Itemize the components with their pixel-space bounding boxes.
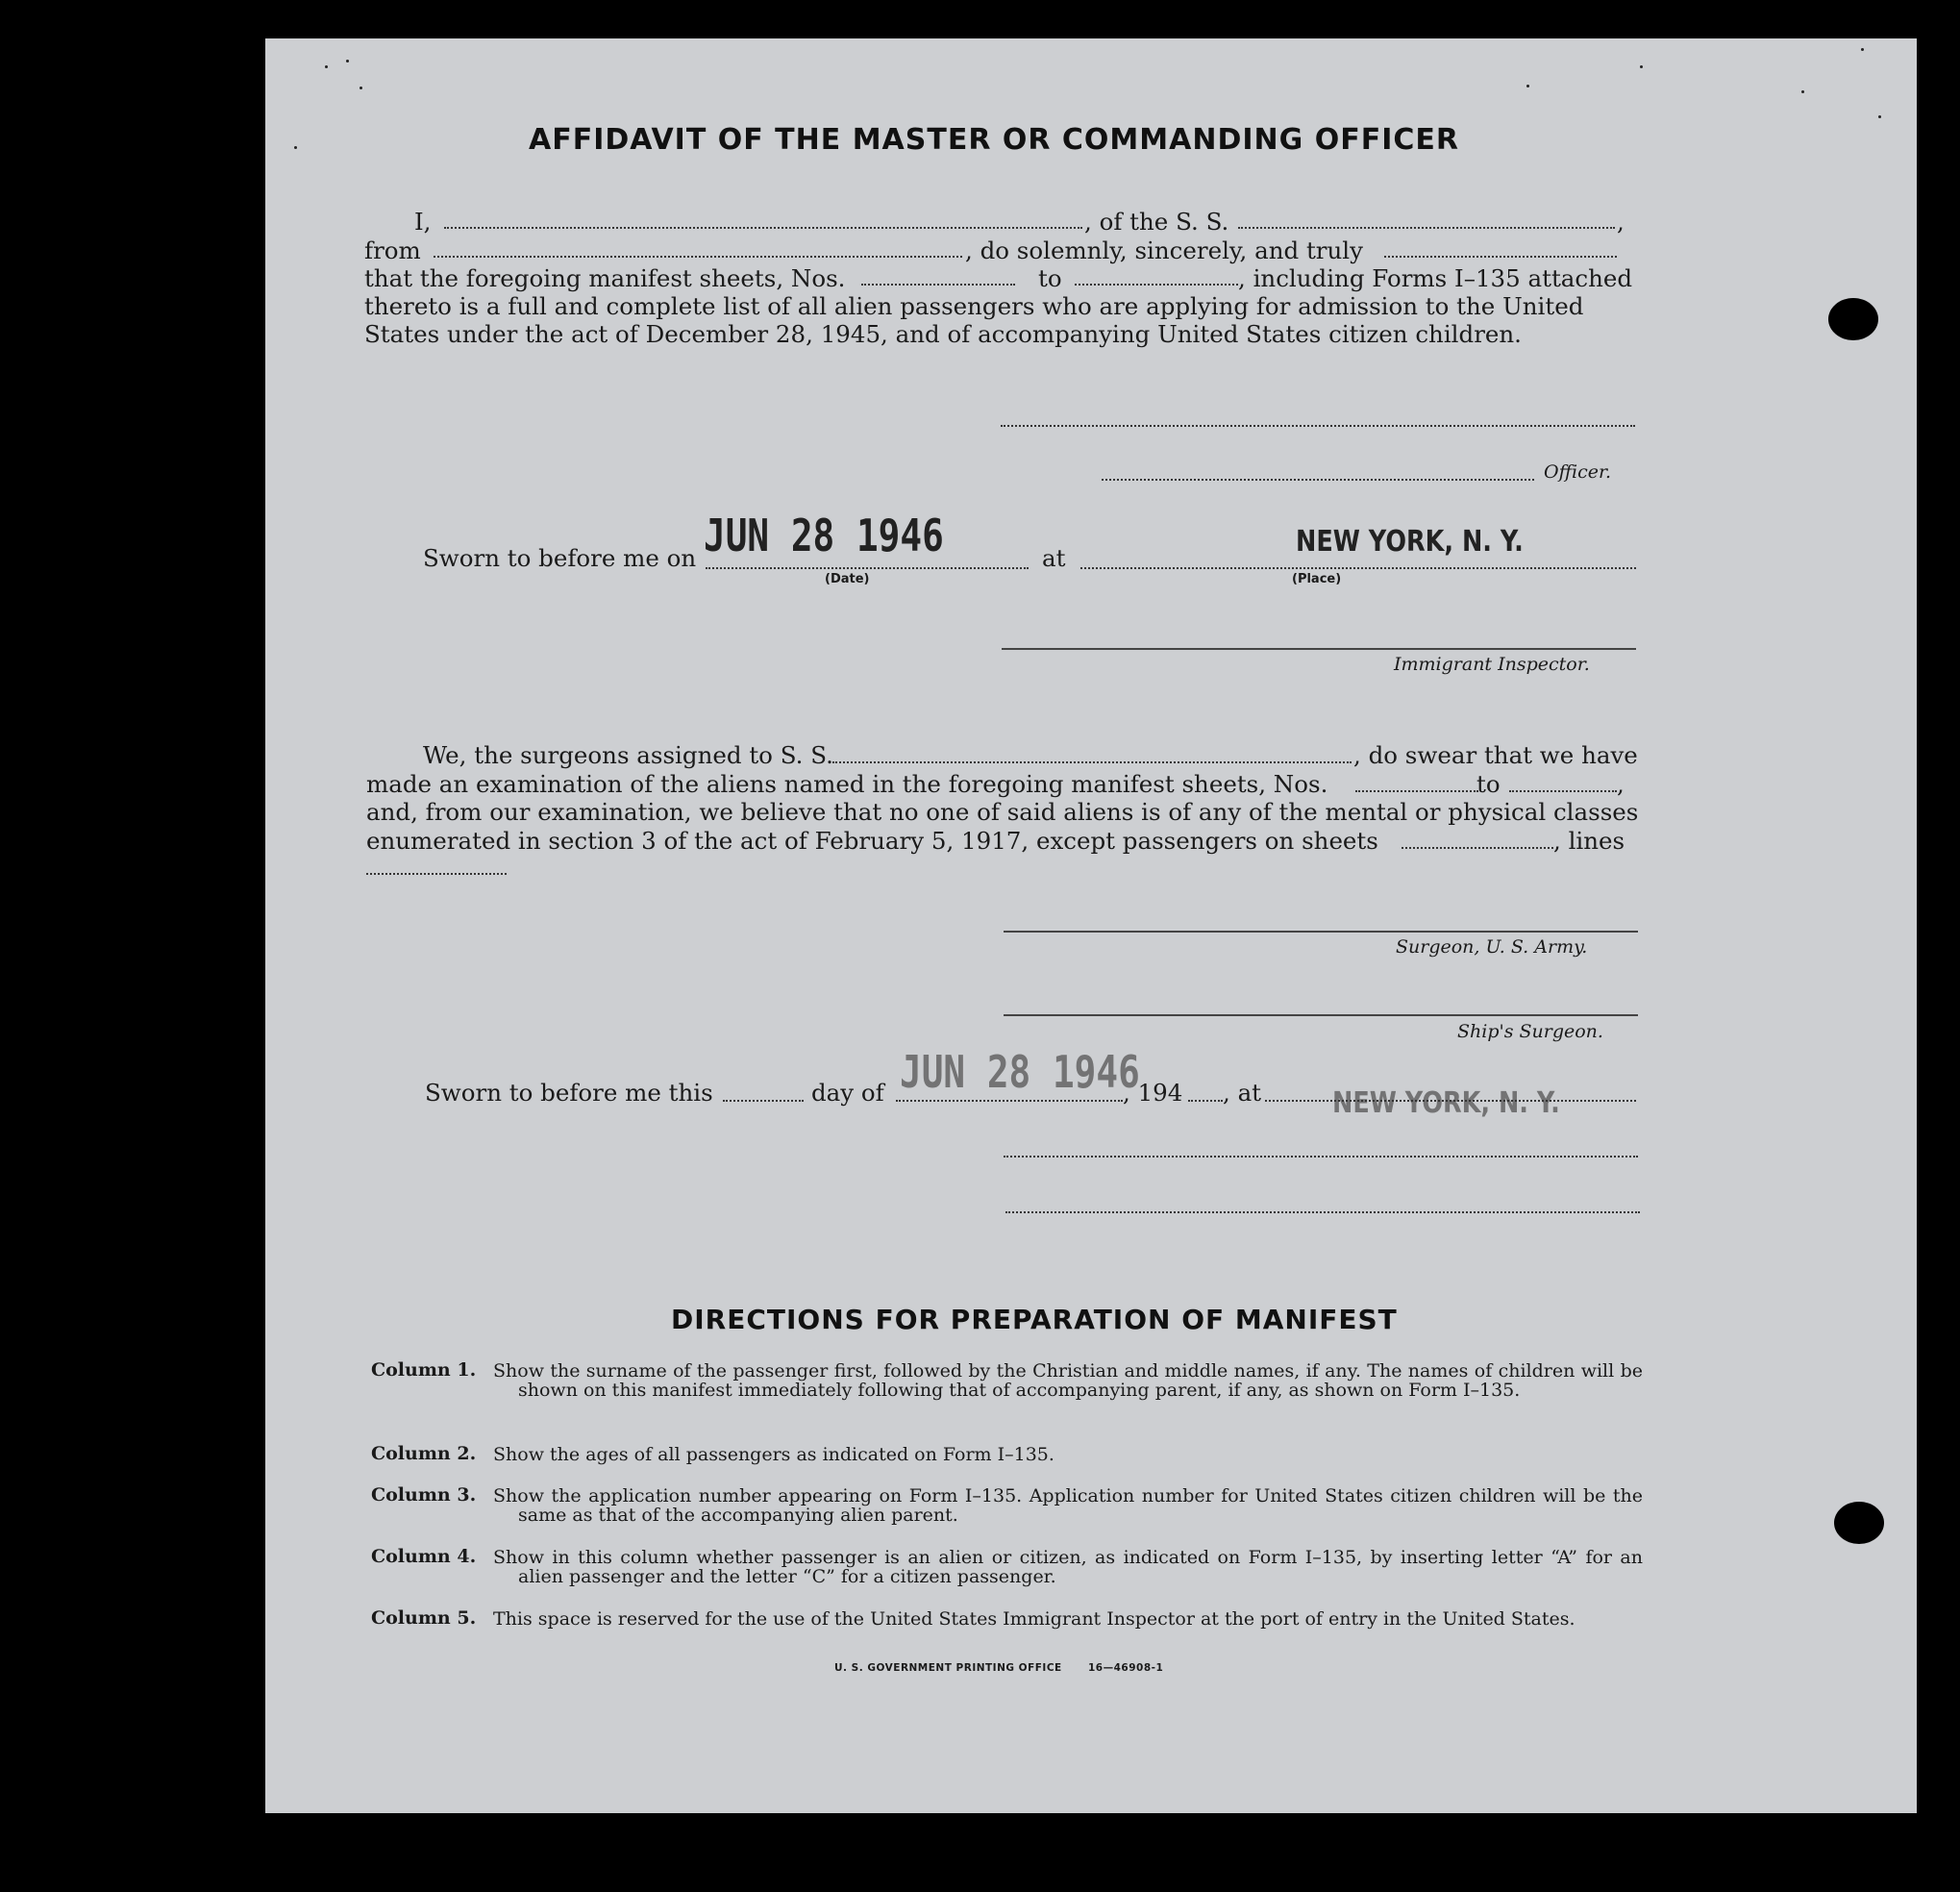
sworn2-signature-line-2[interactable] — [1005, 1211, 1640, 1213]
ship-surgeon-label: Ship's Surgeon. — [1457, 1021, 1603, 1042]
affidavit-line-2a: from — [364, 236, 421, 264]
direction-5-body: This space is reserved for the use of the United States Immigrant Inspector at the port of entry in the United States. — [493, 1608, 1575, 1630]
surgeons-line-2a: made an examination of the aliens named in the foregoing manifest sheets, Nos. — [366, 770, 1328, 798]
sworn2-day-of: day of — [811, 1079, 884, 1107]
affidavit-line-3a: that the foregoing manifest sheets, Nos. — [364, 264, 846, 292]
officer-label: Officer. — [1544, 461, 1612, 483]
direction-2-text — [493, 1445, 1643, 1464]
sworn2-year-field[interactable] — [1188, 1100, 1223, 1102]
affidavit-line-1a: I, — [414, 208, 432, 236]
sworn1-place-field[interactable] — [1080, 567, 1636, 569]
sworn1-prefix: Sworn to before me on — [423, 544, 697, 572]
direction-5-text — [493, 1609, 1643, 1629]
except-sheets-field[interactable] — [1402, 847, 1553, 849]
ship-name-field[interactable] — [1238, 227, 1615, 229]
sworn1-date-stamp: JUN 28 1946 — [704, 510, 944, 561]
sheets-from-field[interactable] — [861, 284, 1015, 286]
truly-field[interactable] — [1384, 256, 1617, 258]
speck — [1801, 90, 1804, 93]
sheets-to-field[interactable] — [1075, 284, 1238, 286]
direction-2-body: Show the ages of all passengers as indicated on Form I–135. — [493, 1444, 1054, 1465]
affidavit-line-4: thereto is a full and complete list of all alien passengers who are applying for admission to the United — [364, 292, 1584, 320]
surgeons-line-2b: to — [1476, 770, 1501, 798]
speck — [325, 65, 328, 68]
sworn2-day-field[interactable] — [723, 1100, 804, 1102]
army-surgeon-signature-line[interactable] — [1004, 931, 1638, 933]
direction-3-label: Column 3. — [371, 1484, 477, 1506]
punch-hole-top — [1828, 298, 1878, 340]
surgeons-line-2c: , — [1617, 770, 1625, 798]
master-name-field[interactable] — [444, 227, 1082, 229]
direction-1-label: Column 1. — [371, 1359, 477, 1381]
speck — [294, 146, 297, 149]
sworn2-prefix: Sworn to before me this — [425, 1079, 713, 1107]
printer-imprint: U. S. GOVERNMENT PRINTING OFFICE — [834, 1662, 1062, 1674]
speck — [1861, 48, 1864, 51]
sworn2-month-field[interactable] — [896, 1100, 1123, 1102]
surgeons-line-4a: enumerated in section 3 of the act of February 5, 1917, except passengers on sheets — [366, 827, 1378, 855]
surgeons-sheets-to-field[interactable] — [1509, 790, 1617, 792]
direction-1-text — [493, 1361, 1643, 1400]
direction-3-text — [493, 1486, 1643, 1525]
ship-surgeon-signature-line[interactable] — [1004, 1014, 1638, 1016]
affidavit-line-2b: , do solemnly, sincerely, and truly — [965, 236, 1363, 264]
document-page — [265, 38, 1917, 1813]
direction-2-label: Column 2. — [371, 1443, 477, 1464]
surgeons-line-4b: , lines — [1553, 827, 1625, 855]
affidavit-line-1b: , of the S. S. — [1084, 208, 1229, 236]
from-port-field[interactable] — [434, 256, 962, 258]
affidavit-line-5: States under the act of December 28, 1945, and of accompanying United States citizen children. — [364, 320, 1522, 348]
punch-hole-bottom — [1834, 1502, 1884, 1544]
place-caption: (Place) — [1292, 572, 1342, 586]
surgeons-ship-field[interactable] — [832, 761, 1352, 763]
army-surgeon-label: Surgeon, U. S. Army. — [1396, 936, 1588, 958]
affidavit-line-1c: , — [1617, 208, 1625, 236]
direction-5-label: Column 5. — [371, 1607, 477, 1629]
directions-title: DIRECTIONS FOR PREPARATION OF MANIFEST — [671, 1304, 1398, 1335]
affidavit-title: AFFIDAVIT OF THE MASTER OR COMMANDING OFFICER — [529, 123, 1459, 157]
inspector-signature-line[interactable] — [1002, 648, 1636, 650]
direction-1-body: Show the surname of the passenger first, followed by the Christian and middle names, if any. The names of children will be shown on this manifest immediately following that of accompanying parent, if any, as shown on Form I–135. — [493, 1360, 1643, 1401]
surgeons-line-1a: We, the surgeons assigned to S. S. — [423, 741, 833, 769]
sworn1-date-field[interactable] — [706, 567, 1029, 569]
surgeons-line-3: and, from our examination, we believe that no one of said aliens is of any of the mental or physical classes — [366, 798, 1639, 826]
direction-4-label: Column 4. — [371, 1546, 477, 1567]
officer-signature-line-2[interactable] — [1102, 479, 1534, 481]
speck — [346, 60, 349, 62]
sworn2-date-stamp: JUN 28 1946 — [900, 1046, 1140, 1098]
surgeons-line-1b: , do swear that we have — [1353, 741, 1638, 769]
speck — [1878, 115, 1881, 118]
form-code: 16—46908-1 — [1088, 1662, 1164, 1674]
sworn2-signature-line-1[interactable] — [1004, 1156, 1638, 1158]
affidavit-line-3c: , including Forms I–135 attached — [1238, 264, 1633, 292]
direction-4-text — [493, 1548, 1643, 1586]
sworn1-at: at — [1042, 544, 1066, 572]
officer-signature-line-1[interactable] — [1001, 425, 1635, 427]
date-caption: (Date) — [825, 572, 870, 586]
sworn2-at: , at — [1223, 1079, 1262, 1107]
speck — [1640, 65, 1643, 68]
lines-field[interactable] — [366, 873, 507, 875]
speck — [360, 87, 362, 89]
surgeons-sheets-from-field[interactable] — [1355, 790, 1478, 792]
direction-4-body: Show in this column whether passenger is an alien or citizen, as indicated on Form I–135, by inserting letter “A” for an alien passenger and the letter “C” for a citizen passenger. — [493, 1547, 1643, 1587]
affidavit-line-3b: to — [1038, 264, 1062, 292]
sworn2-place-stamp: NEW YORK, N. Y. — [1332, 1086, 1560, 1120]
speck — [1526, 85, 1529, 87]
sworn1-place-stamp: NEW YORK, N. Y. — [1296, 525, 1524, 559]
sworn2-place-field[interactable] — [1265, 1100, 1636, 1102]
direction-3-body: Show the application number appearing on Form I–135. Application number for United States citizen children will be the same as that of the accompanying alien parent. — [493, 1485, 1643, 1526]
inspector-label: Immigrant Inspector. — [1394, 654, 1590, 675]
sworn2-year: , 194 — [1123, 1079, 1183, 1107]
